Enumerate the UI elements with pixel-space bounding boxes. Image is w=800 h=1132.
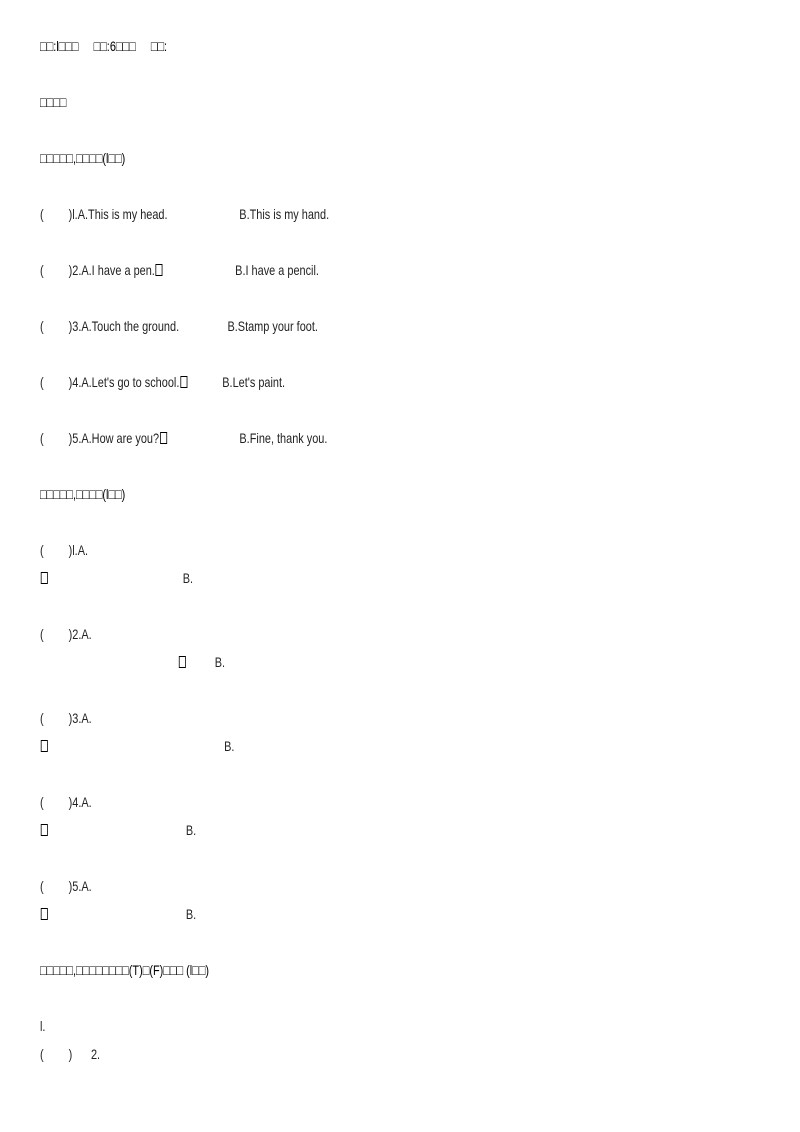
section2-item-options: B.: [40, 570, 193, 586]
missing-glyph-icon: [160, 432, 167, 444]
section2-title: □□□□□,□□□□(l□□): [40, 486, 126, 502]
section2-item-options: B.: [40, 738, 234, 754]
missing-glyph-icon: [41, 824, 48, 836]
section2-item-number: ( )3.A.: [40, 710, 92, 726]
missing-glyph-icon: [41, 908, 48, 920]
section1-item: ( )l.A.This is my head. B.This is my hand.: [40, 206, 330, 222]
section2-item-number: ( )l.A.: [40, 542, 89, 558]
section2-item-number: ( )4.A.: [40, 794, 92, 810]
section2-item-options: B.: [40, 822, 196, 838]
section1-title: □□□□□,□□□□(l□□): [40, 150, 126, 166]
section1-item: ( )3.A.Touch the ground. B.Stamp your foot.: [40, 318, 318, 334]
section2-item-number: ( )2.A.: [40, 626, 92, 642]
section1-item: ( )4.A.Let's go to school. B.Let's paint.: [40, 374, 286, 390]
section3-title: □□□□□,□□□□□□□□(T)□(F)□□□ (l□□): [40, 962, 209, 978]
section1-item: ( )2.A.I have a pen. B.I have a pencil.: [40, 262, 319, 278]
section1-item: ( )5.A.How are you? B.Fine, thank you.: [40, 430, 328, 446]
missing-glyph-icon: [179, 656, 186, 668]
section2-item-number: ( )5.A.: [40, 878, 92, 894]
missing-glyph-icon: [41, 740, 48, 752]
exam-info-line: □□:l□□□ □□:6□□□ □□:: [40, 38, 168, 54]
section2-item-options: B.: [40, 654, 225, 670]
section3-item: l.: [40, 1018, 46, 1034]
section3-item: ( ) 2.: [40, 1046, 101, 1062]
missing-glyph-icon: [156, 264, 163, 276]
missing-glyph-icon: [180, 376, 187, 388]
missing-glyph-icon: [41, 572, 48, 584]
section2-item-options: B.: [40, 906, 196, 922]
part-title: □□□□: [40, 94, 67, 110]
